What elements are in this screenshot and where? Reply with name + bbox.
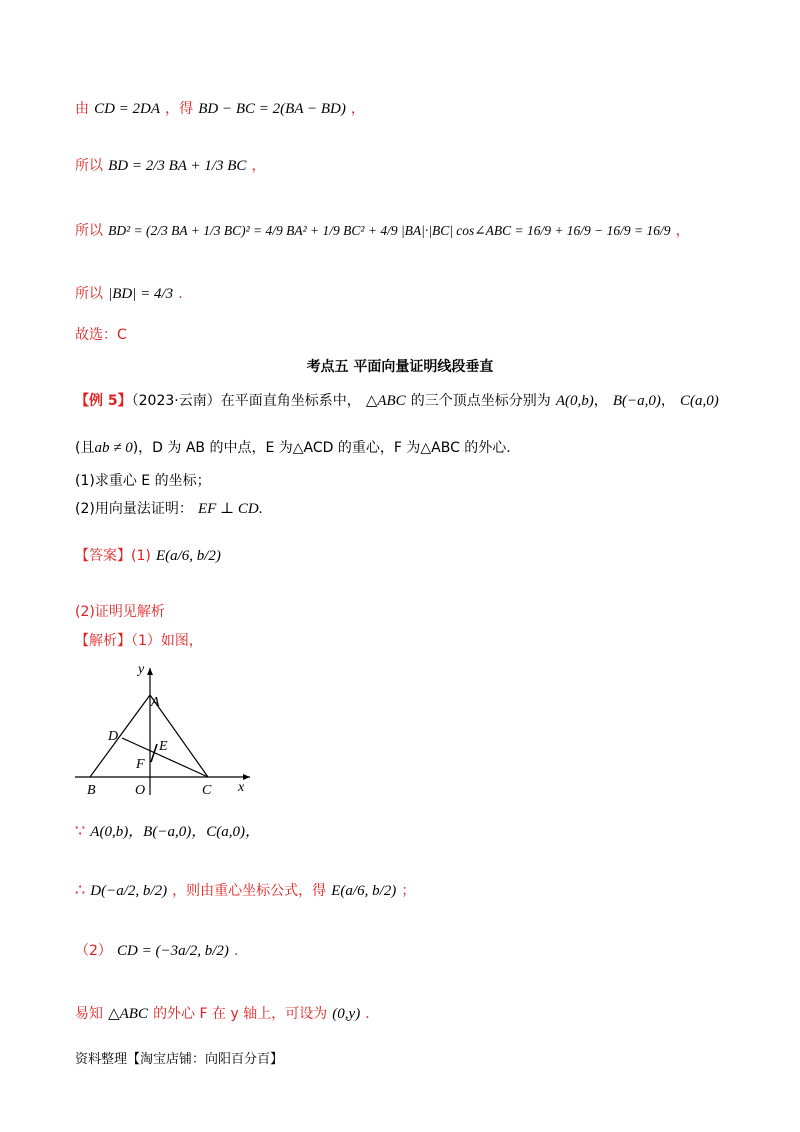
line3-end: ， (675, 223, 690, 239)
part2-eq: CD = (−3a/2, b/2) (117, 943, 229, 959)
answer-line (75, 545, 221, 565)
line2-prefix: 所以 (75, 158, 103, 174)
point-a: A(0,b) (555, 393, 594, 409)
label-d: D (108, 729, 119, 744)
analysis-text: （1）如图， (131, 633, 203, 649)
choice-text: 故选：C (75, 327, 127, 343)
line1-eq2: BD − BC = 2(BA − BD) (198, 101, 346, 117)
line1-eq1: CD = 2DA (94, 101, 161, 117)
line4-end: . (178, 286, 183, 302)
example-line-2 (75, 437, 511, 457)
footer-text: 资料整理【淘宝店铺：向阳百分百】 (75, 1052, 284, 1067)
easy-eq: (0,y) (332, 1006, 361, 1022)
line1-prefix: 由 (75, 101, 89, 117)
triangle-figure (70, 660, 260, 800)
derivation-line-2 (75, 155, 265, 175)
line1-end: ， (350, 101, 365, 117)
example-line2a: (且 (75, 440, 95, 456)
example-label: 【例 5】 (75, 393, 132, 409)
question-2-eq: EF ⊥ CD (197, 501, 259, 517)
answer-value: E(a/6, b/2) (155, 548, 221, 564)
label-e: E (159, 739, 168, 754)
point-c: C(a,0) (680, 393, 719, 409)
question-2-end: . (258, 501, 263, 517)
label-o: O (135, 783, 146, 798)
because-eq: A(0,b)，B(−a,0)，C(a,0)， (90, 824, 260, 840)
easy-text: 的外心 F 在 y 轴上，可设为 (153, 1006, 328, 1022)
part2-end: . (234, 943, 239, 959)
question-1: (1)求重心 E 的坐标； (75, 473, 211, 489)
because-line (75, 820, 260, 841)
easy-tri: △ABC (108, 1006, 148, 1022)
label-y: y (138, 662, 145, 677)
section-title: 考点五 平面向量证明线段垂直 (306, 359, 494, 375)
therefore-eq2: E(a/6, b/2) (331, 883, 397, 899)
easy-end: . (365, 1006, 370, 1022)
line4-eq: |BD| = 4/3 (108, 286, 174, 302)
easy-line (75, 1003, 370, 1023)
label-c: C (202, 783, 212, 798)
because-symbol: ∵ (75, 821, 86, 840)
part2-line (75, 940, 238, 960)
example-cond: ab ≠ 0 (94, 440, 133, 456)
label-f: F (136, 757, 145, 772)
line2-end: ， (251, 158, 266, 174)
example-line2b: )，D 为 AB 的中点，E 为△ACD 的重心，F 为△ABC 的外心. (132, 440, 511, 456)
answer-2: (2)证明见解析 (75, 604, 165, 620)
line3-eq: BD² = (2/3 BA + 1/3 BC)² = 4/9 BA² + 1/9 BC² + 4/9 |BA|·|BC| cos∠ABC = 16/9 + 16/9 − 16/9 = 16/9 (108, 223, 671, 238)
example-triangle: △ABC (365, 393, 406, 409)
derivation-line-1 (75, 98, 365, 118)
label-b: B (87, 783, 96, 798)
line2-eq: BD = 2/3 BA + 1/3 BC (108, 158, 247, 174)
part2-label: （2） (75, 943, 112, 959)
line1-sep: ，得 (165, 101, 194, 117)
therefore-text: ，则由重心坐标公式，得 (172, 883, 327, 899)
point-b: B(−a,0) (612, 393, 661, 409)
analysis-label: 【解析】 (75, 633, 131, 649)
therefore-end: ； (401, 883, 416, 899)
y-axis-arrow-icon (147, 668, 153, 675)
therefore-symbol: ∴ (75, 880, 86, 899)
answer-label: 【答案】(1) (75, 548, 151, 564)
line4-prefix: 所以 (75, 286, 103, 302)
example-line-1: 【例 5】（2023·云南）在平面直角坐标系中， △ABC 的三个顶点坐标分别为 A(0,b)， B(−a,0)， C(a,0) (75, 393, 719, 409)
example-text1: 的三个顶点坐标分别为 (410, 393, 551, 409)
label-a: A (151, 695, 160, 710)
label-x: x (238, 780, 245, 795)
derivation-line-4 (75, 283, 183, 303)
therefore-eq1: D(−a/2, b/2) (90, 883, 168, 899)
therefore-line (75, 880, 415, 900)
question-2-prefix: (2)用向量法证明： (75, 501, 193, 517)
analysis-line (75, 630, 203, 650)
example-source: （2023·云南）在平面直角坐标系中， (131, 393, 361, 409)
easy-prefix: 易知 (75, 1006, 103, 1022)
derivation-line-3 (75, 220, 690, 240)
line3-prefix: 所以 (75, 223, 103, 239)
question-2 (75, 498, 262, 518)
